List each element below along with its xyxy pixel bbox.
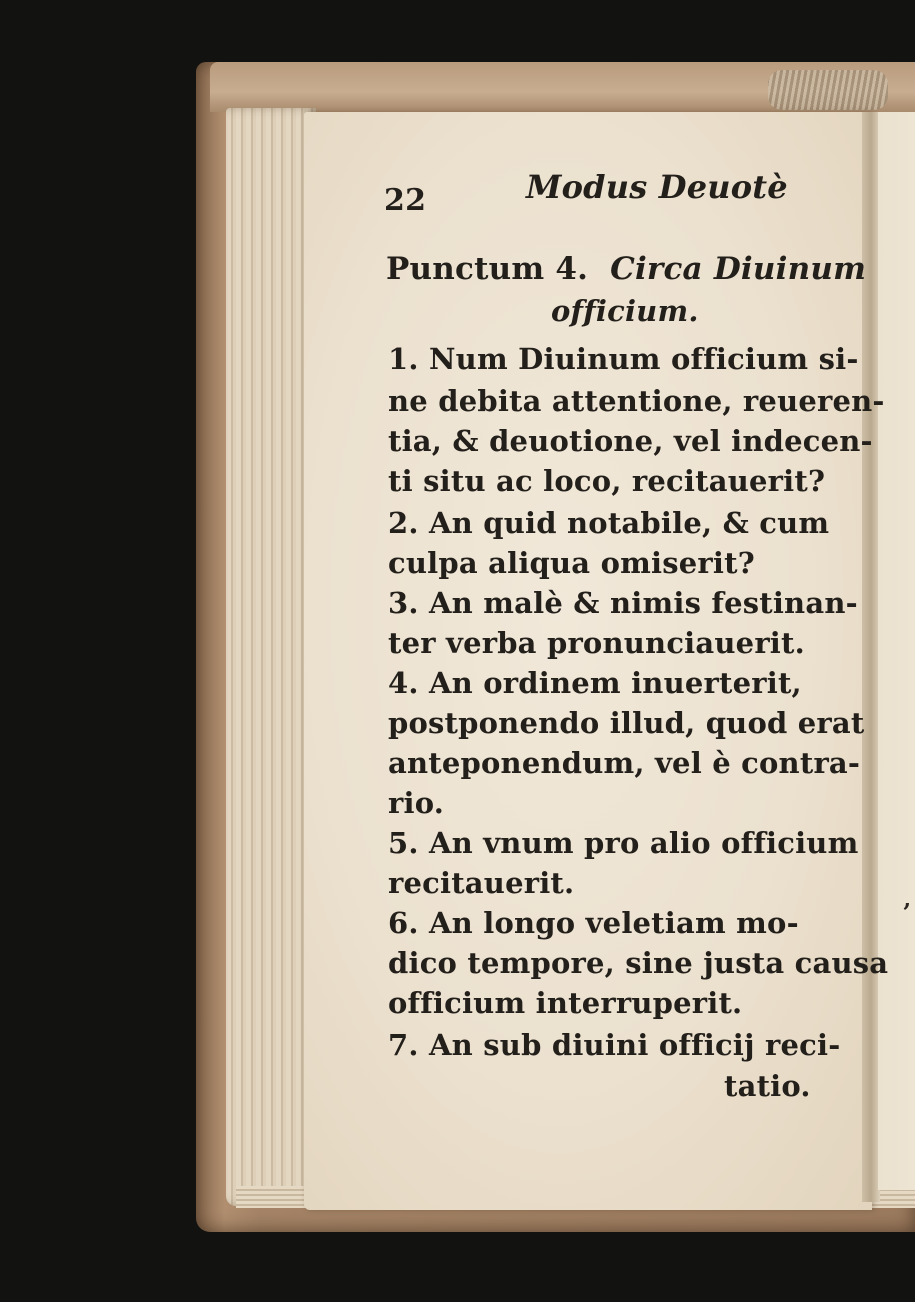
- right-page-sliver: [878, 112, 915, 1190]
- text-line: tia, & deuotione, vel indecen-: [388, 424, 873, 458]
- text-line: 2. An quid notabile, & cum: [388, 506, 830, 540]
- text-line: 7. An sub diuini officij reci-: [388, 1028, 841, 1062]
- text-line: culpa aliqua omiserit?: [388, 546, 755, 580]
- text-line: rio.: [388, 786, 445, 820]
- text-line: 1. Num Diuinum officium si-: [388, 342, 859, 376]
- right-page-fragment: ‚: [903, 884, 912, 913]
- text-line: anteponendum, vel è contra-: [388, 746, 861, 780]
- text-line: dico tempore, sine justa causa: [388, 946, 889, 980]
- text-line: postponendo illud, quod erat: [388, 706, 865, 740]
- catchword: tatio.: [724, 1069, 811, 1103]
- text-line: ne debita attentione, reueren-: [388, 384, 885, 418]
- page-number: 22: [384, 183, 427, 218]
- binding-thread: [768, 70, 888, 110]
- heading-lead: Punctum 4.: [386, 251, 589, 287]
- heading-title-part1: Circa Diuinum: [610, 251, 867, 287]
- heading-title-part2: officium.: [551, 294, 699, 328]
- text-line: officium interruperit.: [388, 986, 743, 1020]
- text-line: recitauerit.: [388, 866, 575, 900]
- text-line: 6. An longo veletiam mo-: [388, 906, 799, 940]
- text-line: 5. An vnum pro alio officium: [388, 826, 859, 860]
- text-line: ter verba pronunciauerit.: [388, 626, 805, 660]
- page-edges-left: [226, 108, 316, 1206]
- section-heading: [386, 251, 866, 287]
- text-line: 4. An ordinem inuerterit,: [388, 666, 802, 700]
- text-line: 3. An malè & nimis festinan-: [388, 586, 858, 620]
- text-line: ti situ ac loco, recitauerit?: [388, 464, 826, 498]
- running-title: Modus Deuotè: [526, 168, 788, 206]
